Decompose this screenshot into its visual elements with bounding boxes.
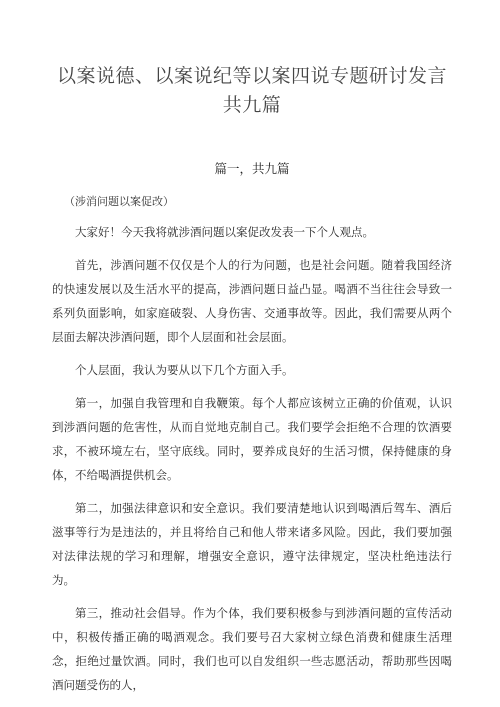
paragraph-personal-level: 个人层面，我认为要从以下几个方面入手。 <box>75 363 294 377</box>
section-subtitle: （涉消问题以案促改） <box>64 195 174 208</box>
paragraph-point-three: 第三，推动社会倡导。作为个体，我们要积极参与到涉酒问题的宣传活动中，积极传播正确的喝酒观念。我们要号召大家树立绿色消费和健康生活理念，拒绝过量饮酒。同时，我们也可以自发组织一些志愿活动，帮助那些因喝酒问题受伤的人， <box>52 606 452 692</box>
paragraph-point-two: 第二，加强法律意识和安全意识。我们要清楚地认识到喝酒后驾车、酒后滋事等行为是违法的，并且将给自己和他人带来诸多风险。因此，我们要加强对法律法规的学习和理解，增强安全意识，遵守法律规定，坚决杜绝违法行为。 <box>52 501 452 587</box>
paragraph-intro: 首先，涉酒问题不仅仅是个人的行为问题，也是社会问题。随着我国经济的快速发展以及生活水平的提高，涉酒问题日益凸显。喝酒不当往往会导致一系列负面影响，如家庭破裂、人身伤害、交通事故等。因此，我们需要从两个层面去解决涉酒问题，即个人层面和社会层面。 <box>52 258 452 344</box>
paragraph-greeting: 大家好！今天我将就涉酒问题以案促改发表一下个人观点。 <box>75 225 374 239</box>
section-heading: 篇一，共九篇 <box>214 161 290 176</box>
paragraph-point-one: 第一，加强自我管理和自我鞭策。每个人都应该树立正确的价值观，认识到涉酒问题的危害性，从而自觉地克制自己。我们要学会拒绝不合理的饮酒要求，不被环境左右，坚守底线。同时，要养成良好的生活习惯，保持健康的身体，不给喝酒提供机会。 <box>52 396 452 482</box>
document-title: 以案说德、以案说纪等以案四说专题研讨发言共九篇 <box>56 65 447 116</box>
